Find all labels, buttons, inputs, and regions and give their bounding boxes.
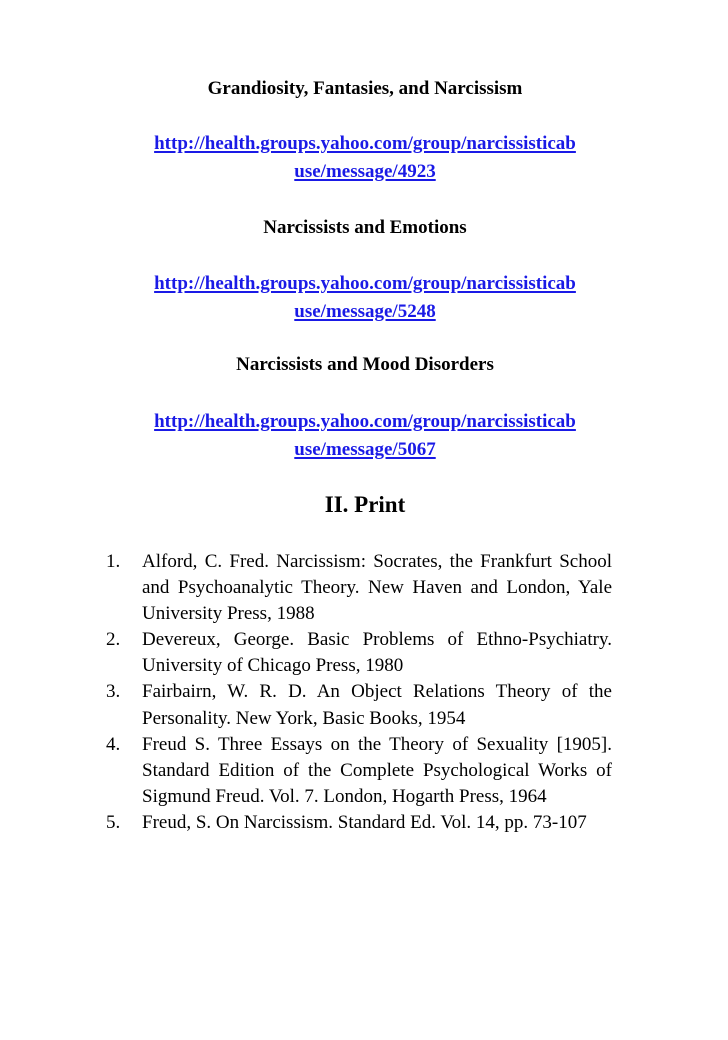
item-text: Alford, C. Fred. Narcissism: Socrates, the Frankfurt School and Psychoanalytic Theory. New Haven and London, Yale University Press, 1988 — [142, 551, 612, 625]
item-text: Fairbairn, W. R. D. An Object Relations Theory of the Personality. New York, Basic Books, 1954 — [142, 681, 612, 729]
link-text-line: http://health.groups.yahoo.com/group/narcissisticab — [154, 273, 576, 294]
section-title-print: II. Print — [324, 492, 406, 517]
item-number: 1. — [106, 551, 121, 572]
entry-link-emotions[interactable] — [118, 270, 612, 326]
bibliography-list — [106, 549, 612, 836]
bibliography-item — [106, 549, 612, 627]
bibliography-item — [106, 732, 612, 810]
item-number: 4. — [106, 733, 121, 755]
item-text: Freud S. Three Essays on the Theory of Sexuality [1905]. Standard Edition of the Complete Psychological Works of Sigmund Freud. Vol. 7. London, Hogarth Press, 1964 — [142, 733, 612, 807]
link-text-line: use/message/5248 — [294, 301, 436, 322]
link-text-line: http://health.groups.yahoo.com/group/narcissisticab — [154, 411, 576, 432]
bibliography-item — [106, 679, 612, 731]
link-text-line: http://health.groups.yahoo.com/group/narcissisticab — [154, 133, 576, 154]
item-text: Freud, S. On Narcissism. Standard Ed. Vol. 14, pp. 73-107 — [142, 811, 587, 833]
item-number: 2. — [106, 629, 121, 651]
entry-link-grandiosity[interactable] — [118, 130, 612, 186]
entry-title-mood-disorders: Narcissists and Mood Disorders — [236, 354, 494, 375]
item-text: Devereux, George. Basic Problems of Ethno-Psychiatry. University of Chicago Press, 1980 — [142, 629, 612, 677]
entry-link-mood-disorders[interactable] — [118, 408, 612, 464]
link-text-line: use/message/4923 — [294, 161, 436, 182]
item-number: 5. — [106, 811, 121, 833]
bibliography-item — [106, 810, 612, 836]
link-text-line: use/message/5067 — [294, 439, 436, 460]
entry-title-emotions: Narcissists and Emotions — [263, 217, 467, 238]
item-number: 3. — [106, 681, 121, 703]
entry-title-grandiosity: Grandiosity, Fantasies, and Narcissism — [207, 78, 523, 99]
bibliography-item — [106, 627, 612, 679]
